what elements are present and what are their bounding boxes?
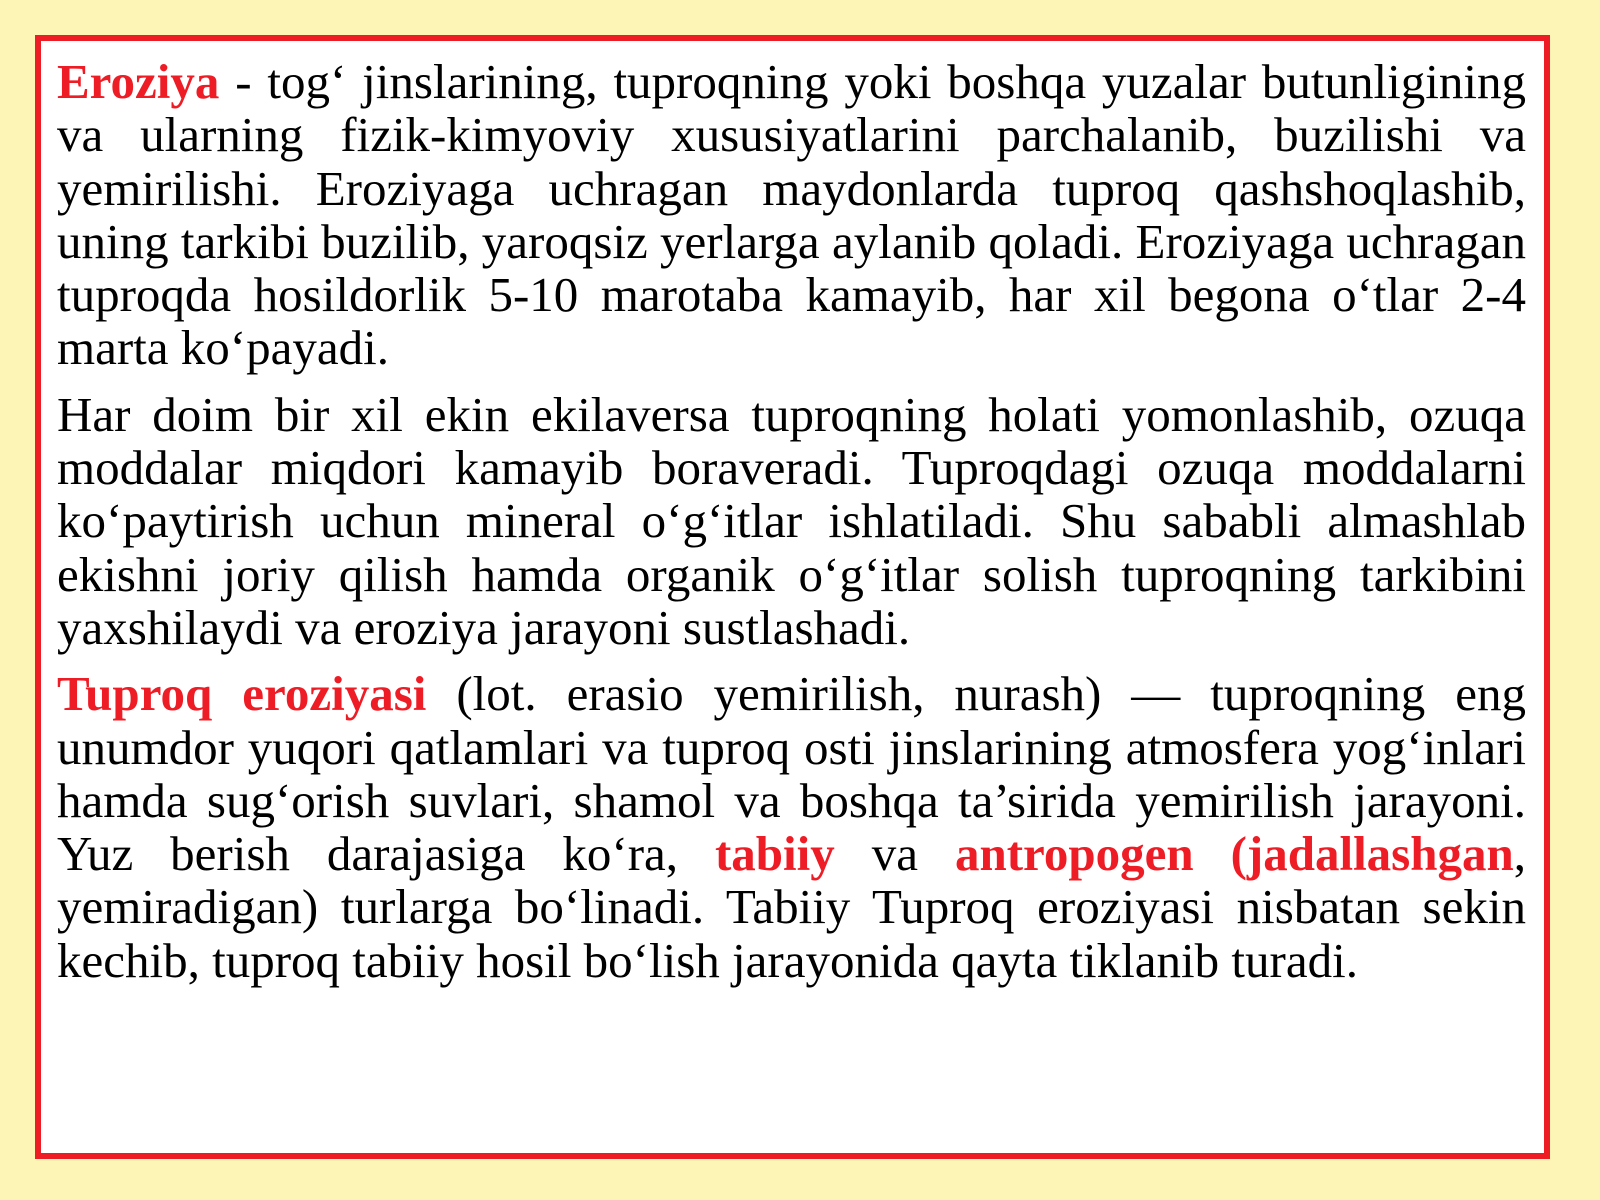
paragraph-crop-rotation: [57, 388, 1526, 654]
paragraph-text: (lot. erasio yemirilish, nurash) — tuproqning eng unumdor yuqori qatlamlari va tuproq osti jinslarining atmosfera yog‘inlari hamda sug‘orish suvlari, shamol va boshqa ta’sirida yemirilish jarayoni. Yuz berish darajasiga ko‘ra,: [57, 666, 1526, 882]
paragraph-soil-erosion: [57, 667, 1526, 987]
term-eroziya: Eroziya: [57, 54, 220, 109]
term-tabiiy: tabiiy: [714, 826, 835, 882]
paragraph-text: va: [834, 826, 955, 882]
content-frame: [35, 35, 1550, 1159]
paragraph-erosion-definition: [57, 55, 1526, 375]
paragraph-text: - tog‘ jinslarining, tuproqning yoki boshqa yuzalar butunligining va ularning fizik-kimyoviy xususiyatlarini parchalanib, buzilishi va yemirilishi. Eroziyaga uchragan maydonlarda tuproq qashshoqlashib, uning tarkibi buzilib, yaroqsiz yerlarga aylanib qoladi. Eroziyaga uchragan tuproqda hosildorlik 5-10 marotaba kamayib, har xil begona o‘tlar 2-4 marta ko‘payadi.: [57, 54, 1526, 376]
paragraph-text: , yemiradigan) turlarga bo‘linadi. Tabiiy Tuproq eroziyasi nisbatan sekin kechib, tuproq tabiiy hosil bo‘lish jarayonida qayta tiklanib turadi.: [57, 826, 1527, 988]
term-tuproq-eroziyasi: Tuproq eroziyasi: [57, 666, 427, 722]
paragraph-text: Har doim bir xil ekin ekilaversa tuproqning holati yomonlashib, ozuqa moddalar miqdori kamayib boraveradi. Tuproqdagi ozuqa moddalarni ko‘paytirish uchun mineral o‘g‘itlar ishlatiladi. Shu sababli almashlab ekishni joriy qilish hamda organik o‘g‘itlar solish tuproqning tarkibini yaxshilaydi va eroziya jarayoni sustlashadi.: [57, 386, 1526, 655]
term-antropogen: antropogen (jadallashgan: [954, 826, 1514, 882]
